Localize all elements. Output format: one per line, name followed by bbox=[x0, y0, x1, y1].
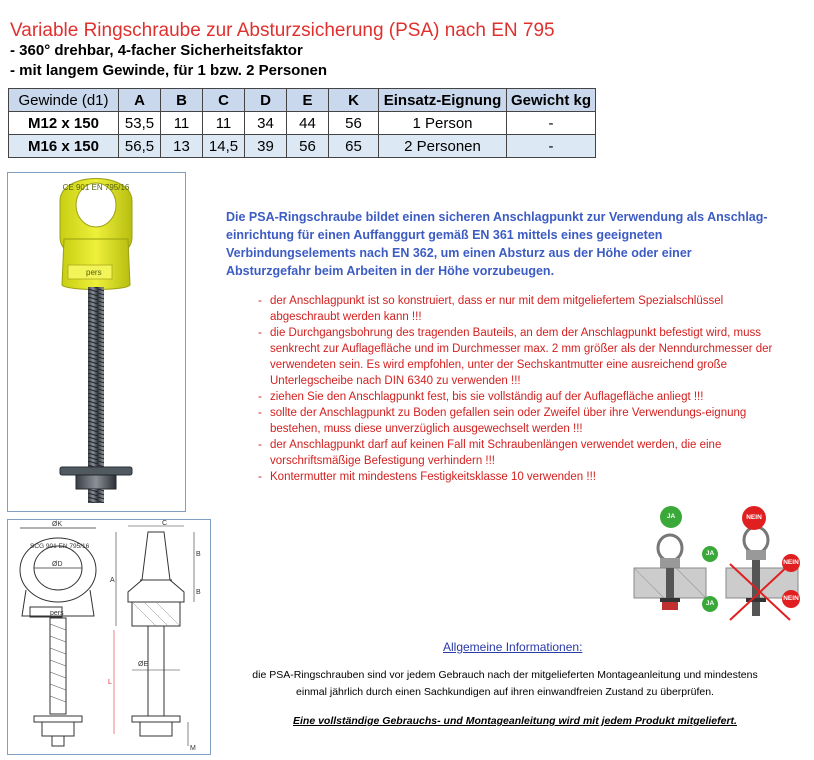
plate-text: pers bbox=[86, 268, 102, 277]
dimension-drawing bbox=[8, 520, 210, 754]
dim-b: B bbox=[196, 551, 201, 558]
page-title: Variable Ringschraube zur Absturzsicherung (PSA) nach EN 795 bbox=[10, 20, 555, 41]
drawing-ring-text: SCG 901 EN 795/16 bbox=[30, 543, 90, 550]
table-cell: 2 Personen bbox=[379, 135, 507, 158]
table-cell: M12 x 150 bbox=[9, 112, 119, 135]
list-item: - ziehen Sie den Anschlagpunkt fest, bis sie vollständig auf der Auflagefläche anliegt !!! bbox=[258, 389, 778, 405]
table-cell: - bbox=[507, 112, 596, 135]
dim-c: C bbox=[162, 520, 168, 527]
final-note: Eine vollständige Gebrauchs- und Montageanleitung wird mit jedem Produkt mitgeliefert. bbox=[293, 715, 737, 727]
table-cell: 39 bbox=[245, 135, 287, 158]
warning-list bbox=[258, 293, 778, 485]
col-gewicht: Gewicht kg bbox=[507, 89, 596, 112]
table-cell: 53,5 bbox=[119, 112, 161, 135]
hex-nut bbox=[76, 475, 116, 489]
info-text: die PSA-Ringschrauben sind vor jedem Gebrauch nach der mitgelieferten Montageanleitung und mindestens einmal jährlich durch einen Sachkundigen auf ihren einwandfreien Zustand zu überprüfen. bbox=[252, 669, 758, 698]
nein-badge: NEIN bbox=[782, 554, 800, 572]
col-b: B bbox=[161, 89, 203, 112]
list-item: - die Durchgangsbohrung des tragenden Bauteils, an dem der Anschlagpunkt befestigt wird, muss senkrecht zur Auflagefläche und im Durchmesser max. 2 mm größer als der Nenndurchmesser der verwendeten sein. Es wird empfohlen, unter der Sechskantmutter eine ausreichend große Unterlegscheibe nach DIN 6340 zu verwenden !!! bbox=[258, 325, 778, 389]
spec-table bbox=[8, 88, 596, 158]
nein-badge: NEIN bbox=[782, 590, 800, 608]
list-item: - sollte der Anschlagpunkt zu Boden gefallen sein oder Zweifel über ihre Verwendungs-eignung bestehen, muss diese unverzüglich ausgewechselt werden !!! bbox=[258, 405, 778, 437]
table-row bbox=[9, 112, 596, 135]
dim-m: M bbox=[190, 745, 196, 752]
ring-engraving: CE 901 EN 795/16 bbox=[62, 183, 130, 192]
feature-line-2: - mit langem Gewinde, für 1 bzw. 2 Personen bbox=[10, 62, 328, 79]
ring-bolt-illustration bbox=[8, 173, 185, 511]
col-c: C bbox=[203, 89, 245, 112]
ring-body bbox=[62, 239, 130, 290]
intro-text: Die PSA-Ringschraube bildet einen sicheren Anschlagpunkt zur Verwendung als Anschlag-einrichtung für einen Auffanggurt gemäß EN 361 mittels eines geeigneten Verbindungselements nach EN 362, um einen Absturz aus der Höhe oder einer Absturzgefahr beim Arbeiten in der Höhe vorzubeugen. bbox=[226, 210, 768, 278]
col-a: A bbox=[119, 89, 161, 112]
dim-d: ØD bbox=[52, 561, 63, 568]
ja-badge: JA bbox=[702, 596, 718, 612]
washer bbox=[60, 467, 132, 475]
table-cell: 65 bbox=[329, 135, 379, 158]
table-cell: 11 bbox=[203, 112, 245, 135]
dim-b2: B bbox=[196, 589, 201, 596]
info-heading: Allgemeine Informationen: bbox=[443, 640, 583, 654]
col-e: E bbox=[287, 89, 329, 112]
ja-badge: JA bbox=[702, 546, 718, 562]
table-cell: 56,5 bbox=[119, 135, 161, 158]
col-einsatz: Einsatz-Eignung bbox=[379, 89, 507, 112]
threaded-shaft bbox=[88, 287, 104, 467]
table-header-row bbox=[9, 89, 596, 112]
table-cell: 1 Person bbox=[379, 112, 507, 135]
table-cell: 11 bbox=[161, 112, 203, 135]
table-cell: 14,5 bbox=[203, 135, 245, 158]
table-cell: 34 bbox=[245, 112, 287, 135]
drawing-plate-text: pers bbox=[50, 610, 64, 617]
ja-badge: JA bbox=[660, 506, 682, 528]
list-item: - der Anschlagpunkt ist so konstruiert, dass er nur mit dem mitgeliefertem Spezialschlüssel abgeschraubt werden kann !!! bbox=[258, 293, 778, 325]
table-cell: M16 x 150 bbox=[9, 135, 119, 158]
table-row bbox=[9, 135, 596, 158]
technical-drawing bbox=[7, 519, 211, 755]
list-item: - Kontermutter mit mindestens Festigkeitsklasse 10 verwenden !!! bbox=[258, 469, 778, 485]
nein-badge: NEIN bbox=[742, 506, 766, 530]
mounting-illustration bbox=[630, 500, 810, 630]
table-cell: 56 bbox=[329, 112, 379, 135]
list-item: - der Anschlagpunkt darf auf keinen Fall mit Schraubenlängen verwendet werden, die eine vorschriftsmäßige Befestigung verhindern !!! bbox=[258, 437, 778, 469]
col-gewinde: Gewinde (d1) bbox=[9, 89, 119, 112]
table-cell: - bbox=[507, 135, 596, 158]
dim-k: ØK bbox=[52, 521, 63, 528]
col-d: D bbox=[245, 89, 287, 112]
col-k: K bbox=[329, 89, 379, 112]
shaft-end bbox=[88, 489, 104, 503]
feature-line-1: - 360° drehbar, 4-facher Sicherheitsfaktor bbox=[10, 42, 303, 59]
dim-e: ØE bbox=[138, 661, 149, 668]
table-cell: 13 bbox=[161, 135, 203, 158]
table-cell: 44 bbox=[287, 112, 329, 135]
product-photo bbox=[7, 172, 186, 512]
dim-a: A bbox=[110, 577, 115, 584]
table-cell: 56 bbox=[287, 135, 329, 158]
dim-l: L bbox=[108, 679, 112, 686]
